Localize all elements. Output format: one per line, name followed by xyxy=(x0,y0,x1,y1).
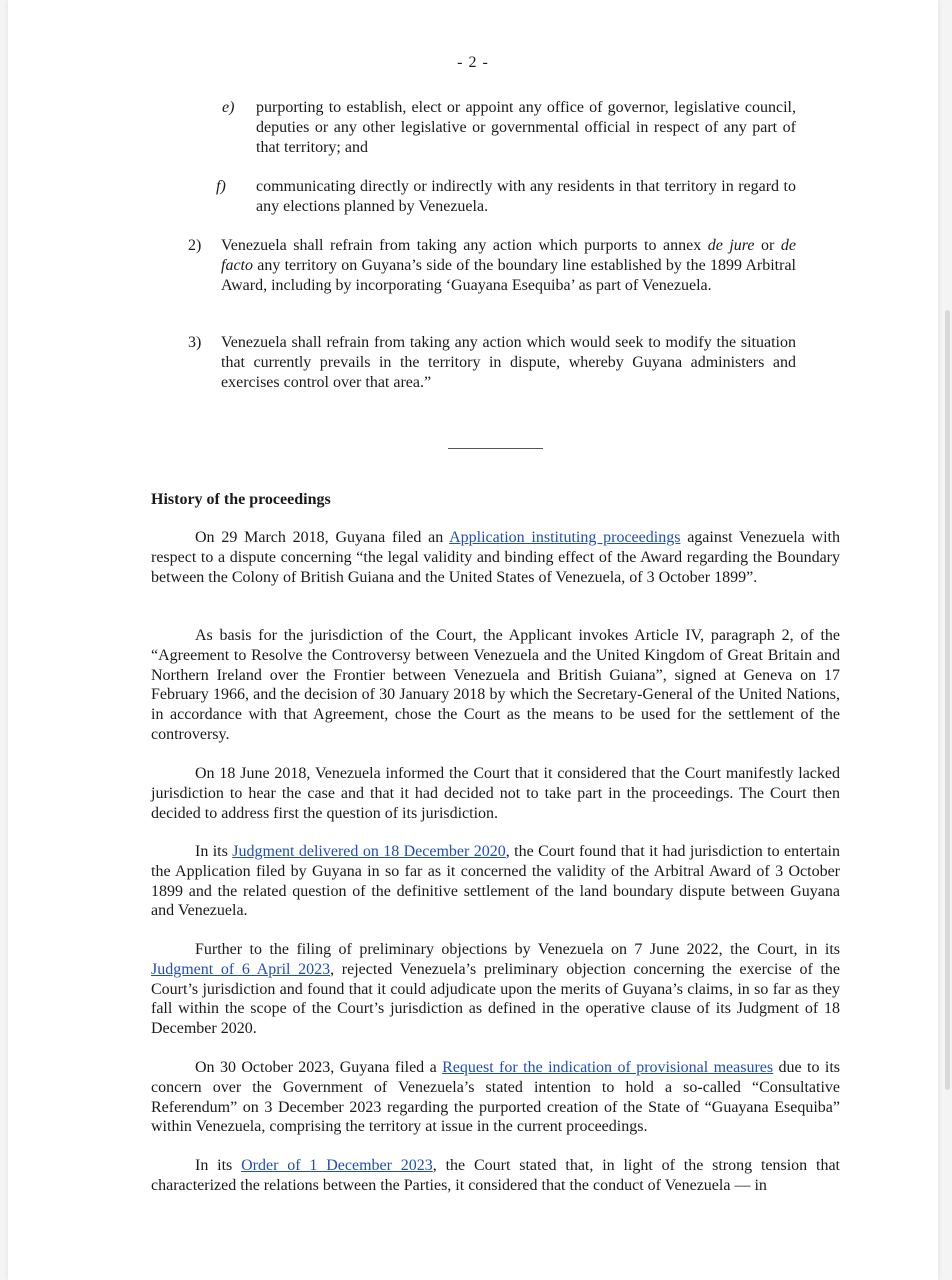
subitem-e-letter: e) xyxy=(222,99,235,116)
item-2-text-b: or xyxy=(754,237,781,254)
item-2-number: 2) xyxy=(188,237,202,254)
section-divider xyxy=(448,448,543,449)
paragraph-1-text-a: On 29 March 2018, Guyana filed an xyxy=(195,529,450,546)
paragraph-2: As basis for the jurisdiction of the Court, the Applicant invokes Article IV, paragraph 2, of the “Agreement to Resolve the Controversy between Venezuela and the United Kingdom of Great Britain and Northern Ireland over the Frontier between Venezuela and British Guiana”, signed at Geneva on 17 February 1966, and the decision of 30 January 2018 by which the Secretary-General of the United Nations, in accordance with that Agreement, chose the Court as the means to be used for the settlement of the controversy. xyxy=(151,627,840,743)
paragraph-6-text-a: On 30 October 2023, Guyana filed a xyxy=(195,1059,443,1076)
paragraph-6 xyxy=(151,1058,840,1137)
scrollbar[interactable] xyxy=(945,310,950,1090)
paragraph-1 xyxy=(151,528,840,587)
item-2-de-jure: de jure xyxy=(707,237,755,254)
item-3-number: 3) xyxy=(188,334,202,351)
paragraph-4 xyxy=(151,842,840,921)
section-heading: History of the proceedings xyxy=(151,491,331,508)
judgment-2020-link[interactable]: Judgment delivered on 18 December 2020 xyxy=(232,843,506,860)
paragraph-3: On 18 June 2018, Venezuela informed the Court that it considered that the Court manifestly lacked jurisdiction to hear the case and that it had decided not to take part in the proceedings. The Court then decided to address first the question of its jurisdiction. xyxy=(151,765,840,822)
paragraph-7 xyxy=(151,1156,840,1196)
paragraph-6-text-b: due to its concern over the Government of Venezuela’s stated intention to hold a so-called “Consultative Referendum” on 3 December 2023 regarding the purported creation of the State of “Guayana Esequiba” within Venezuela, comprising the territory at issue in the current proceedings. xyxy=(151,1059,841,1136)
item-2-text-c: any territory on Guyana’s side of the boundary line established by the 1899 Arbitral Award, including by incorporating ‘Guayana Esequiba’ as part of Venezuela. xyxy=(221,257,796,294)
paragraph-5 xyxy=(151,940,840,1039)
page-number: - 2 - xyxy=(457,54,489,71)
paragraph-7-text-b: , the Court stated that, in light of the strong tension that characterized the relations between the Parties, it considered that the conduct of Venezuela — in xyxy=(151,1157,840,1194)
item-2-text xyxy=(221,236,796,296)
paragraph-5-text-b: , rejected Venezuela’s preliminary objection concerning the exercise of the Court’s jurisdiction and found that it could adjudicate upon the merits of Guyana’s claims, in so far as they fall within the scope of the Court’s jurisdiction as defined in the operative clause of its Judgment of 18 December 2020. xyxy=(151,960,840,1038)
judgment-2023-link[interactable]: Judgment of 6 April 2023 xyxy=(151,960,331,978)
paragraph-4-text-a: In its xyxy=(195,843,233,860)
subitem-f-letter: f) xyxy=(216,178,226,195)
provisional-measures-link[interactable]: Request for the indication of provisional measures xyxy=(442,1059,774,1076)
item-2-de-facto: de facto xyxy=(221,237,797,274)
paragraph-7-text-a: In its xyxy=(195,1157,242,1174)
subitem-e-text: purporting to establish, elect or appoint any office of governor, legislative council, deputies or any other legislative or governmental official in respect of any part of that territory; and xyxy=(256,99,796,156)
subitem-f-text: communicating directly or indirectly with any residents in that territory in regard to any elections planned by Venezuela. xyxy=(256,178,796,215)
item-3-text: Venezuela shall refrain from taking any action which would seek to modify the situation that currently prevails in the territory in dispute, whereby Guyana administers and exercises control over that area.” xyxy=(221,334,796,391)
application-link[interactable]: Application instituting proceedings xyxy=(449,529,681,546)
paragraph-4-text-b: , the Court found that it had jurisdiction to entertain the Application filed by Guyana in so far as it concerned the validity of the Arbitral Award of 3 October 1899 and the related question of the definitive settlement of the land boundary dispute between Guyana and Venezuela. xyxy=(151,843,840,920)
paragraph-5-text-a: Further to the filing of preliminary objections by Venezuela on 7 June 2022, the Court, in its xyxy=(195,941,840,958)
item-2-text-a: Venezuela shall refrain from taking any action which purports to annex xyxy=(221,237,708,254)
order-2023-link[interactable]: Order of 1 December 2023 xyxy=(241,1157,433,1174)
paragraph-1-text-b: against Venezuela with respect to a dispute concerning “the legal validity and binding effect of the Award regarding the Boundary between the Colony of British Guiana and the United States of Venezuela, of 3 October 1899”. xyxy=(151,529,840,586)
document-page xyxy=(8,0,938,1280)
